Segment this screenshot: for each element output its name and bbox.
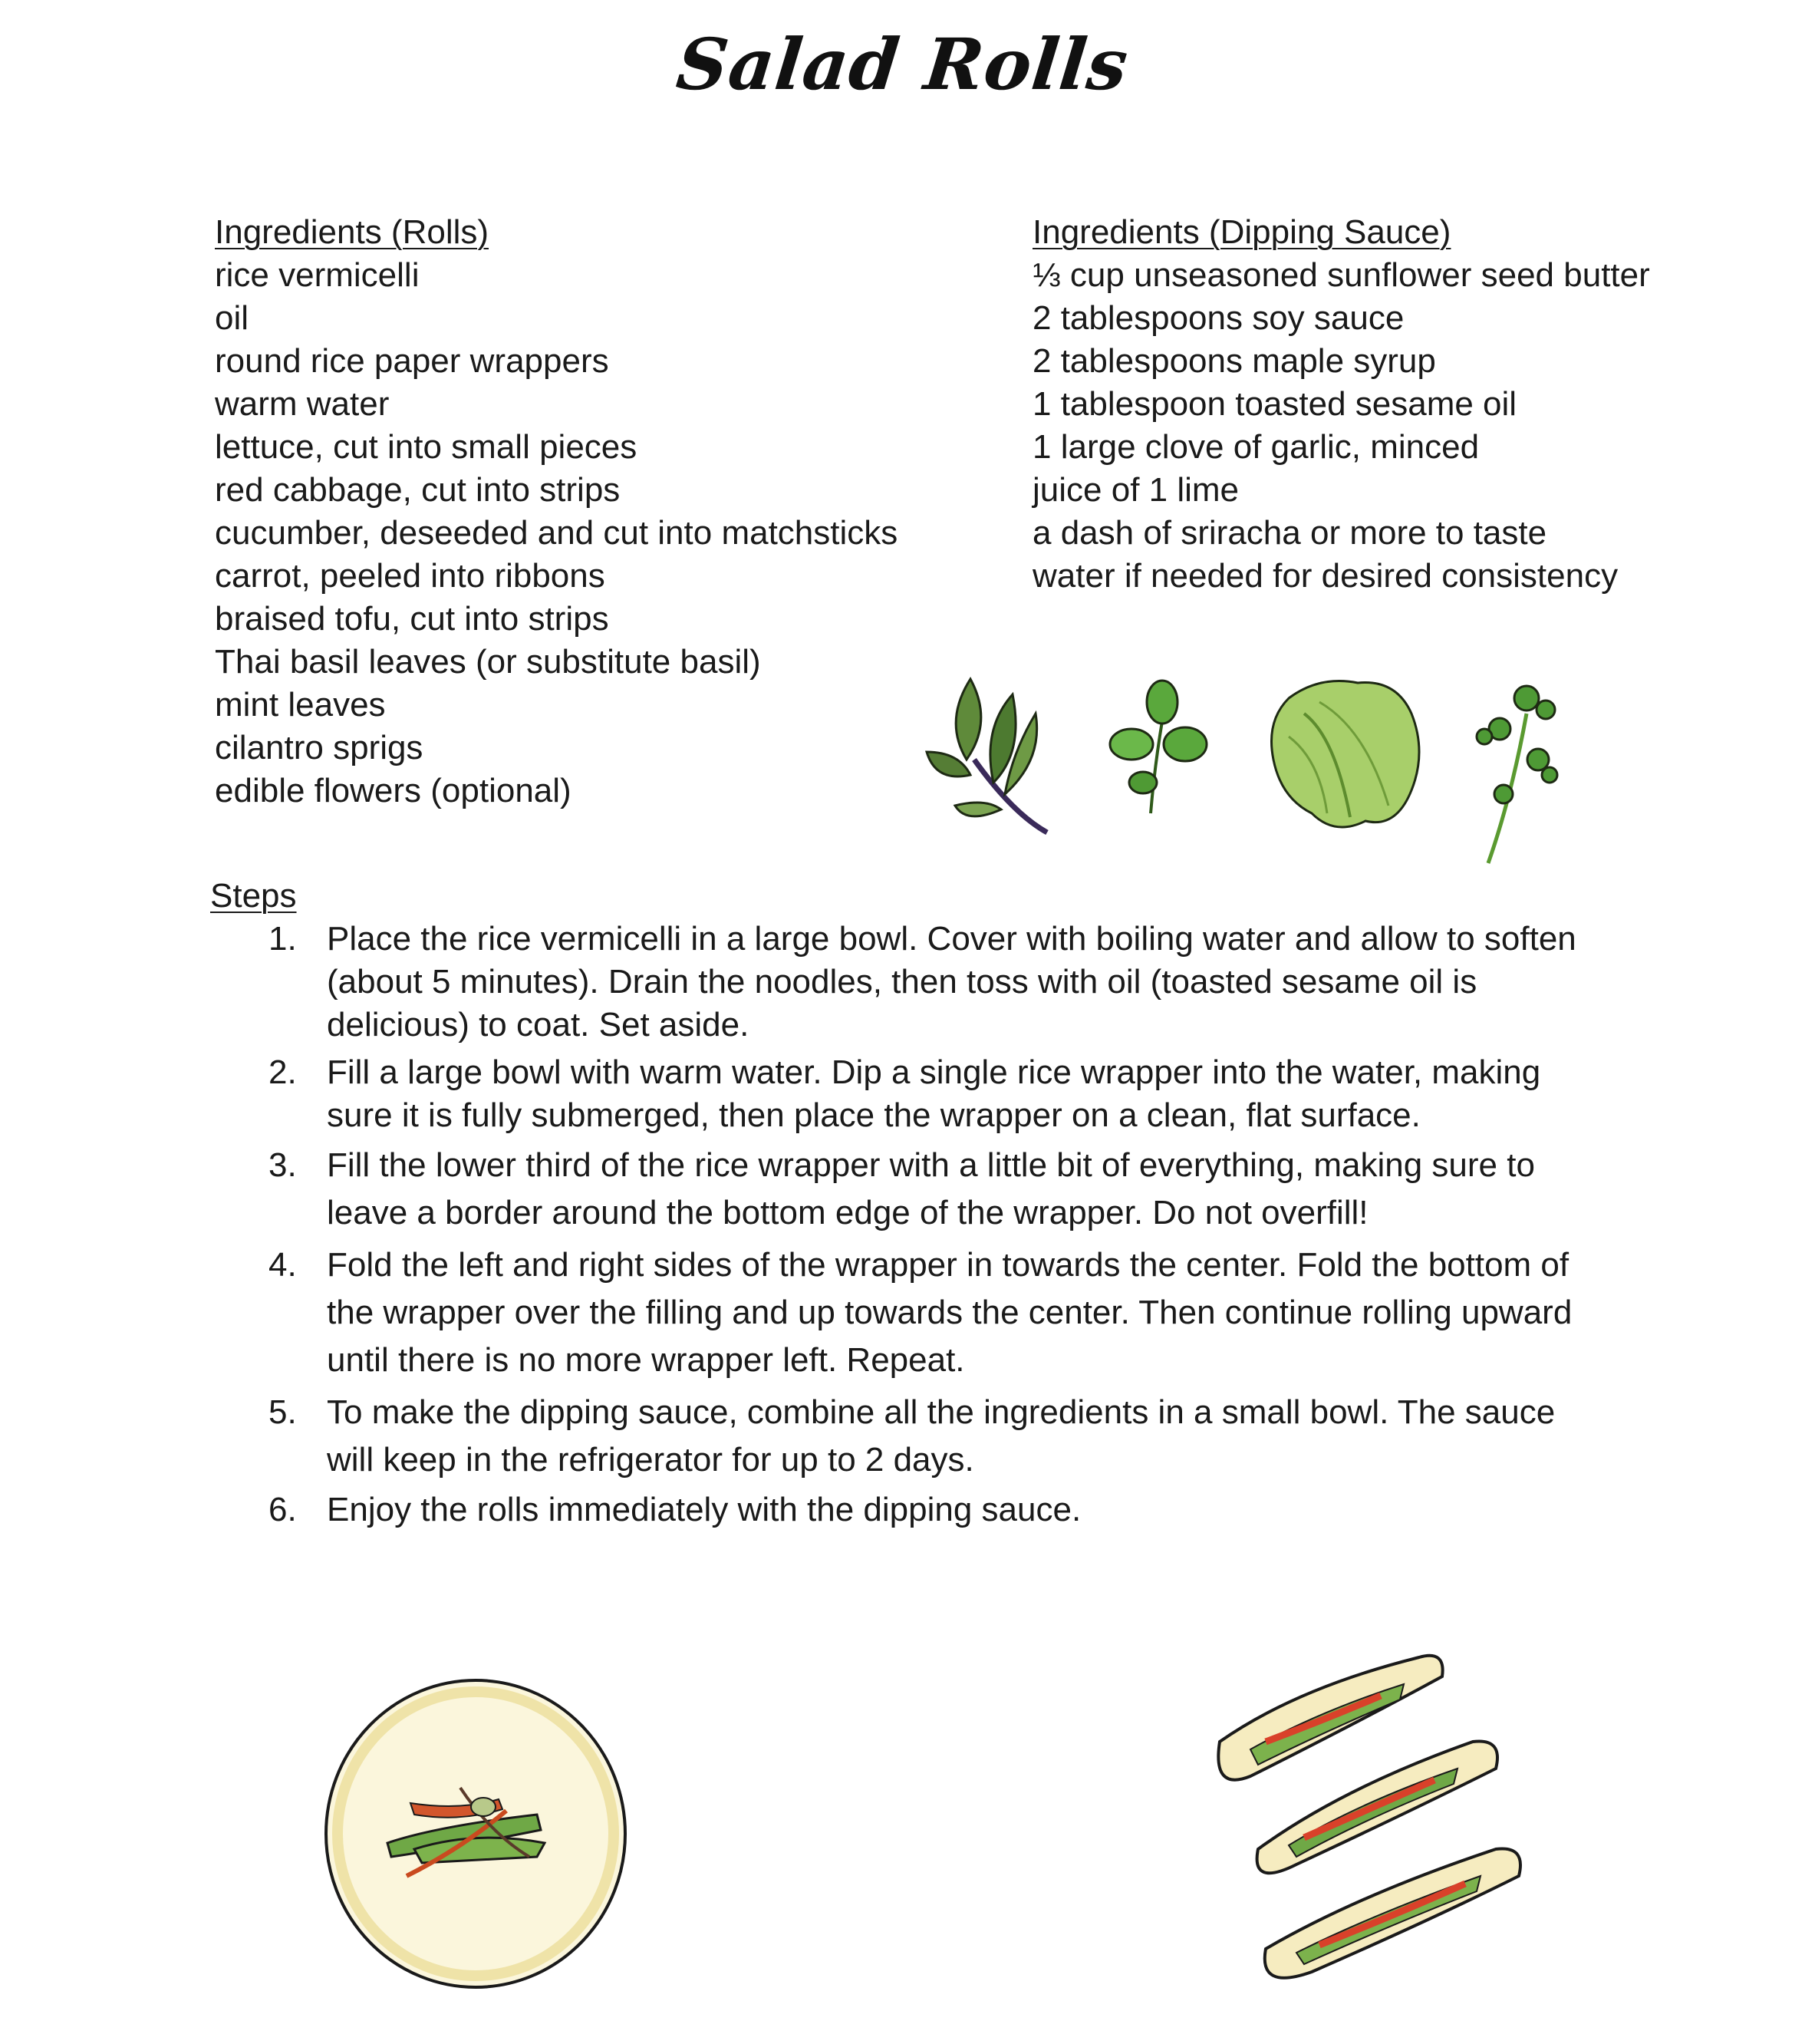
step-item — [261, 1051, 1611, 1137]
filled-rice-wrapper-illustration — [307, 1665, 644, 2003]
step-item — [261, 1389, 1611, 1484]
list-item: edible flowers (optional) — [215, 772, 571, 809]
list-item: a dash of sriracha or more to taste — [1033, 514, 1547, 552]
ingredients-sauce-heading: Ingredients (Dipping Sauce) — [1033, 213, 1451, 251]
cilantro-sprig-illustration — [1477, 686, 1557, 863]
list-item: juice of 1 lime — [1033, 471, 1240, 509]
step-item — [261, 1142, 1611, 1237]
list-item: mint leaves — [215, 686, 386, 724]
page-title: Salad Rolls — [673, 23, 1132, 106]
step-text: Place the rice vermicelli in a large bowl. Cover with boiling water and allow to soften (about 5 minutes). Drain the noodles, then toss with oil (toasted sesame oil is delicious) to coat. Set aside. — [327, 920, 1576, 1043]
list-item: round rice paper wrappers — [215, 342, 609, 380]
step-number: 4. — [268, 1246, 297, 1284]
list-item: lettuce, cut into small pieces — [215, 428, 637, 466]
ingredients-sauce-section — [1033, 211, 1650, 598]
ingredients-rolls-list — [215, 254, 898, 813]
step-item — [261, 918, 1611, 1047]
list-item: warm water — [215, 385, 390, 423]
herbs-illustration — [921, 668, 1596, 875]
list-item: 2 tablespoons maple syrup — [1033, 342, 1436, 380]
list-item: water if needed for desired consistency — [1033, 557, 1619, 595]
step-number: 6. — [268, 1491, 297, 1528]
lettuce-leaf-illustration — [1272, 681, 1420, 828]
step-text: Fill a large bowl with warm water. Dip a single rice wrapper into the water, making sure it is fully submerged, then place the wrapper on a clean, flat surface. — [327, 1053, 1541, 1134]
step-number: 5. — [268, 1393, 297, 1431]
step-text: Fill the lower third of the rice wrapper with a little bit of everything, making sure to leave a border around the bottom edge of the wrapper. Do not overfill! — [327, 1146, 1535, 1231]
ingredients-sauce-list — [1033, 254, 1650, 598]
step-text: To make the dipping sauce, combine all the ingredients in a small bowl. The sauce will keep in the refrigerator for up to 2 days. — [327, 1393, 1556, 1479]
list-item: rice vermicelli — [215, 256, 420, 294]
step-number: 1. — [268, 920, 297, 958]
steps-list — [261, 918, 1611, 1536]
list-item: 1 large clove of garlic, minced — [1033, 428, 1480, 466]
mint-sprig-illustration — [1110, 681, 1207, 813]
step-number: 3. — [268, 1146, 297, 1184]
step-item — [261, 1488, 1611, 1531]
list-item: oil — [215, 299, 249, 337]
list-item: carrot, peeled into ribbons — [215, 557, 605, 595]
step-number: 2. — [268, 1053, 297, 1091]
basil-sprig-illustration — [927, 679, 1047, 832]
list-item: ⅓ cup unseasoned sunflower seed butter — [1033, 256, 1650, 294]
list-item: cucumber, deseeded and cut into matchsticks — [215, 514, 898, 552]
list-item: cilantro sprigs — [215, 729, 423, 766]
list-item: red cabbage, cut into strips — [215, 471, 621, 509]
list-item: braised tofu, cut into strips — [215, 600, 609, 638]
step-text: Enjoy the rolls immediately with the dipping sauce. — [327, 1491, 1082, 1528]
list-item: 2 tablespoons soy sauce — [1033, 299, 1405, 337]
step-text: Fold the left and right sides of the wrapper in towards the center. Fold the bottom of the wrapper over the filling and up towards the center. Then continue rolling upward until there is no more wrapper left. Repeat. — [327, 1246, 1573, 1379]
steps-heading: Steps — [210, 877, 297, 915]
list-item: Thai basil leaves (or substitute basil) — [215, 643, 761, 681]
three-salad-rolls-illustration — [1204, 1642, 1557, 2018]
step-item — [261, 1241, 1611, 1384]
ingredients-rolls-section — [215, 211, 898, 813]
list-item: 1 tablespoon toasted sesame oil — [1033, 385, 1517, 423]
ingredients-rolls-heading: Ingredients (Rolls) — [215, 213, 489, 251]
